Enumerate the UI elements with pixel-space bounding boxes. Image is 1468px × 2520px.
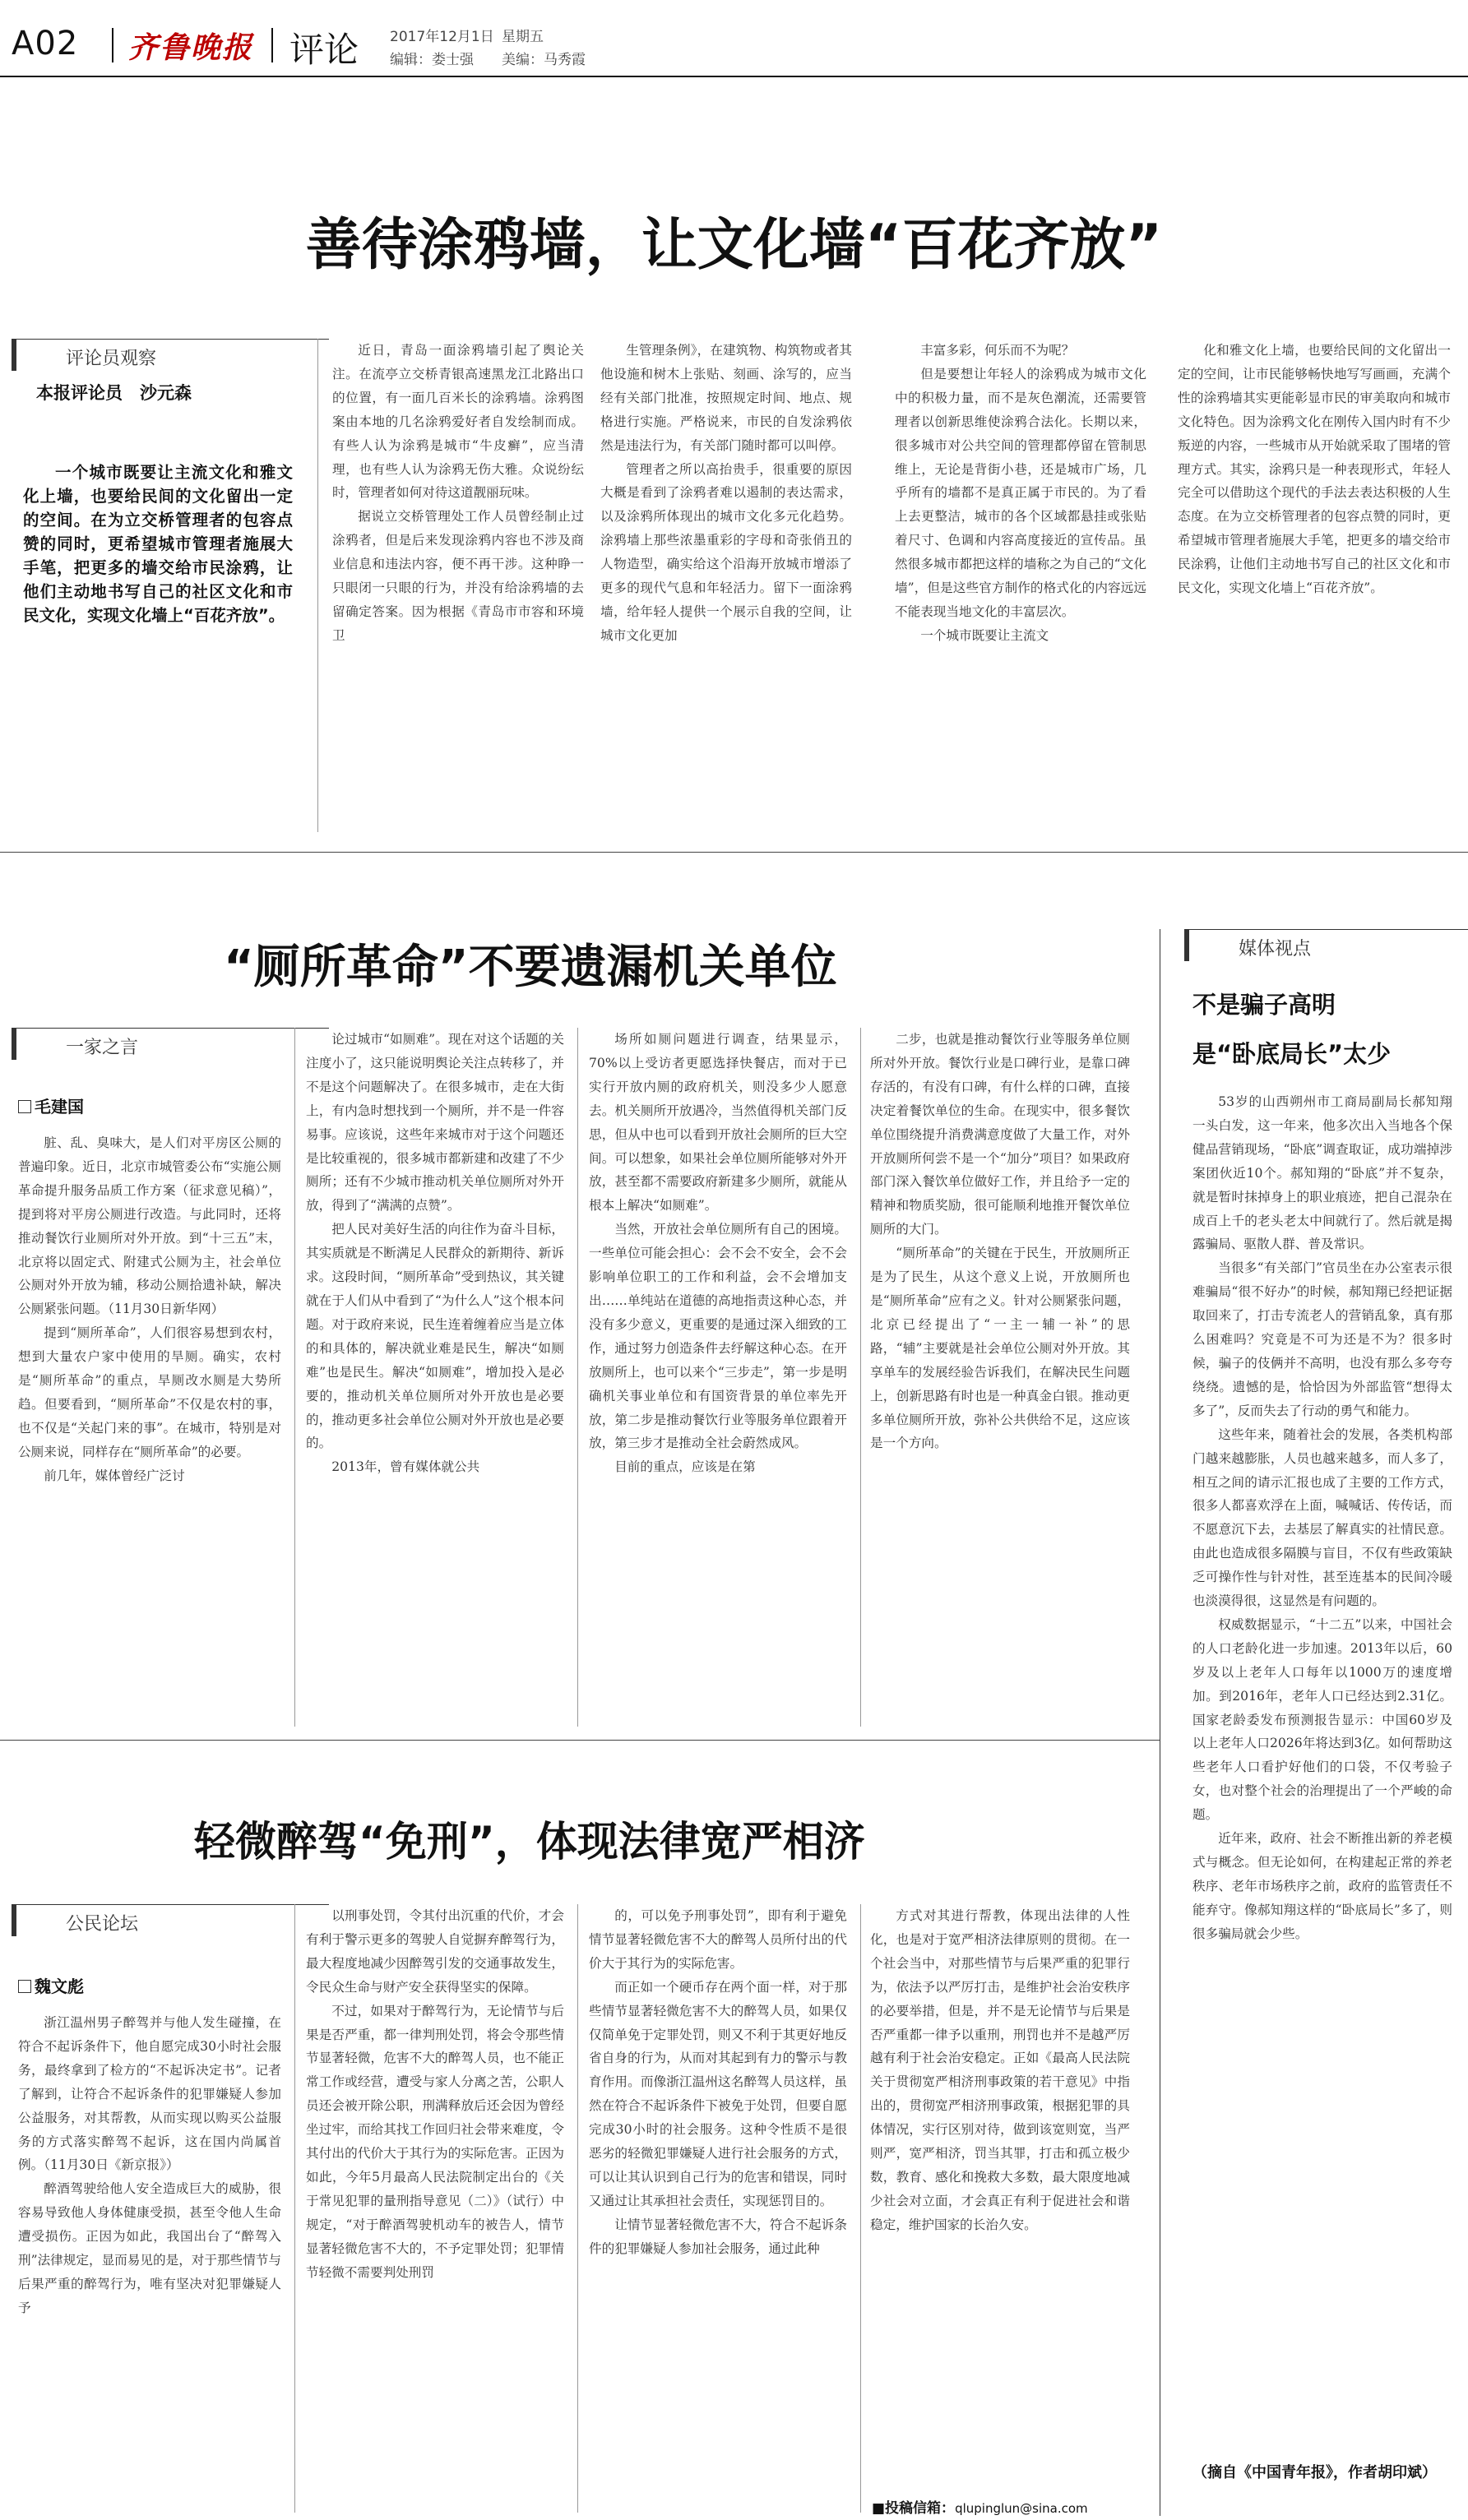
page-code: A02 — [12, 25, 79, 62]
submission-email[interactable]: qlupinglun@sina.com — [955, 2501, 1088, 2516]
article1-byline: 本报评论员 沙元森 — [36, 383, 192, 403]
article4-source: （摘自《中国青年报》，作者胡印斌） — [1192, 2464, 1437, 2481]
article1-lead: 一个城市既要让主流文化和雅文化上墙，也要给民间的文化留出一定的空间。在为立交桥管理者的包容点赞的同时，更希望城市管理者施展大手笔，把更多的墙交给市民涂鸦，让他们主动地书写自己的社区文化和市民文化，实现文化墙上“百花齐放”。 — [23, 463, 293, 625]
article2-column-2 — [306, 1028, 564, 1479]
article4-headline-line1: 不是骗子高明 — [1192, 991, 1336, 1019]
submission-label: ■投稿信箱： — [872, 2500, 956, 2517]
article1-column-2 — [600, 339, 852, 648]
article1-column-4-text: 化和雅文化上墙，也要给民间的文化留出一定的空间，让市民能够畅快地写写画画，充满个性的涂鸦墙其实更能彰显市民的审美取向和城市文化特色。因为涂鸦文化在刚传入国内时有不少叛逆的内容，一些城市从开始就采取了围堵的管理方式。其实，涂鸦只是一种表现形式，年轻人完全可以借助这个现代的手法去表达积极的人生态度。在为立交桥管理者的包容点赞的同时，更希望城市管理者施展大手笔，把更多的墙交给市民涂鸦，让他们主动地书写自己的社区文化和市民文化，实现文化墙上“百花齐放”。 — [1178, 343, 1451, 596]
article3-headline: 轻微醉驾“免刑”，体现法律宽严相济 — [194, 1818, 865, 1866]
article1-column-2-text: 生管理条例》，在建筑物、构筑物或者其他设施和树木上张贴、刻画、涂写的，应当经有关部门批准，按照规定时间、地点、规格进行实施。严格说来，市民的自发涂鸦依然是违法行为，有关部门随时都可以叫停。 管理者之所以高抬贵手，很重要的原因大概是看到了涂鸦者难以遏制的表达需求，以及涂鸦所体现出的城市文化多元化趋势。涂鸦墙上那些浓墨重彩的字母和奇张俏丑的人物造型，确实给这个沿海开放城市增添了更多的现代气息和年轻活力。留下一面涂鸦墙，给年轻人提供一个展示自我的空间，让城市文化更加 — [600, 343, 852, 643]
designer-credit: 美编：马秀霞 — [502, 52, 586, 68]
article3-byline: 魏文彪 — [18, 1973, 84, 1997]
article2-column-4-text: 二步，也就是推动餐饮行业等服务单位厕所对外开放。餐饮行业是口碑行业，是靠口碑存活的，有没有口碑，有什么样的口碑，直接决定着餐饮单位的生命。在现实中，很多餐饮单位围绕提升消费满意度做了大量工作，对外开放厕所何尝不是一个“加分”项目？如果政府部门深入餐饮单位做好工作，并且给予一定的精神和物质奖励，很可能顺利地推开餐饮单位厕所的大门。 “厕所革命”的关键在于民生，开放厕所正是为了民生，从这个意义上说，开放厕所也是“厕所革命”应有之义。针对公厕紧张问题，北京已经提出了“一主一辅一补”的思路，“辅”主要就是社会单位公厕对外开放。其享单车的发展经验告诉我们，在解决民生问题上，创新思路有时也是一种真金白银。推动更多单位厕所开放，弥补公共供给不足，这应该是一个方向。 — [870, 1032, 1130, 1451]
article2-column-3-text: 场所如厕问题进行调查，结果显示，70%以上受访者更愿选择快餐店，而对于已实行开放内厕的政府机关，则没多少人愿意去。机关厕所开放遇冷，当然值得机关部门反思，但从中也可以看到开放社会厕所的巨大空间。可以想象，如果社会单位厕所能够对外开放，甚至都不需要政府新建多少厕所，就能从根本上解决“如厕难”。 当然，开放社会单位厕所有自己的困境。一些单位可能会担心：会不会不安全，会不会影响单位职工的工作和利益，会不会增加支出……单纯站在道德的高地指责这种心态，并没有多少意义，更重要的是通过深入细致的工作，通过努力创造条件去纾解这种心态。在开放厕所上，也可以来个“三步走”，第一步是明确机关事业单位和有国资背景的单位率先开放，第二步是推动餐饮行业等服务单位跟着开放，第三步才是推动全社会蔚然成风。 目前的重点，应该是在第 — [589, 1032, 847, 1475]
article2-column-1 — [18, 1131, 281, 1488]
column-divider — [860, 1904, 861, 2513]
article2-column-tag: 一家之言 — [12, 1028, 329, 1060]
section-rule — [0, 852, 1468, 853]
article3-column-1-text: 浙江温州男子醉驾并与他人发生碰撞，在符合不起诉条件下，他自愿完成30小时社会服务，最终拿到了检方的“不起诉决定书”。记者了解到，让符合不起诉条件的犯罪嫌疑人参加公益服务，对其帮教，从而实现以购买公益服务的方式落实醉驾不起诉，这在国内尚属首例。（11月30日《新京报》） 醉酒驾驶给他人安全造成巨大的威胁，很容易导致他人身体健康受损，甚至令他人生命遭受损伤。正因为如此，我国出台了“醉驾入刑”法律规定，显而易见的是，对于那些情节与后果严重的醉驾行为，唯有坚决对犯罪嫌疑人予 — [18, 2015, 281, 2315]
article4-body — [1192, 1090, 1452, 1946]
header-rule — [0, 76, 1468, 77]
article3-column-2-text: 以刑事处罚，令其付出沉重的代价，才会有利于警示更多的驾驶人自觉摒弃醉驾行为，最大程度地减少因醉驾引发的交通事故发生，令民众生命与财产安全获得坚实的保障。 不过，如果对于醉驾行为，无论情节与后果是否严重，都一律判刑处罚，将会令那些情节显著轻微，危害不大的醉驾人员，也不能正常工作或经营，遭受与家人分离之苦，公职人员还会被开除公职，刑满释放后还会因为曾经坐过牢，而给其找工作回归社会带来难度，令其付出的代价大于其行为的实际危害。正因为如此，今年5月最高人民法院制定出台的《关于常见犯罪的量刑指导意见（二）》（试行）中规定，“对于醉酒驾驶机动车的被告人，情节显著轻微危害不大的，不予定罪处罚；犯罪情节轻微不需要判处刑罚 — [306, 1908, 564, 2280]
article1-column-3-text: 丰富多彩，何乐而不为呢？ 但是要想让年轻人的涂鸦成为城市文化中的积极力量，而不是灰色潮流，还需要管理者以创新思维使涂鸦合法化。长期以来，很多城市对公共空间的管理都停留在管制思维上，无论是背街小巷，还是城市广场，几乎所有的墙都不是真正属于市民的。为了看上去更整洁，城市的各个区域都悬挂或张贴着尺寸、色调和内容高度接近的宣传品。虽然很多城市都把这样的墙称之为自己的“文化墙”，但是这些官方制作的格式化的内容远远不能表现当地文化的丰富层次。 一个城市既要让主流文 — [895, 343, 1146, 643]
article2-column-2-text: 论过城市“如厕难”。现在对这个话题的关注度小了，这只能说明舆论关注点转移了，并不是这个问题解决了。在很多城市，走在大街上，有内急时想找到一个厕所，并不是一件容易事。应该说，这些年来城市对于这个问题还是比较重视的，很多城市都新建和改建了不少厕所；还有不少城市推动机关单位厕所对外开放，得到了“满满的点赞”。 把人民对美好生活的向往作为奋斗目标，其实质就是不断满足人民群众的新期待、新诉求。这段时间，“厕所革命”受到热议，其关键就在于人们从中看到了“为什么人”这个根本问题。对于政府来说，民生连着缠着应当是立体的和具体的，解决就业难是民生，解决“如厕难”也是民生。解决“如厕难”，增加投入是必要的，推动机关单位厕所对外开放也是必要的，推动更多社会单位公厕对外开放也是必要的。 2013年，曾有媒体就公共 — [306, 1032, 564, 1475]
article1-column-1-text: 近日，青岛一面涂鸦墙引起了舆论关注。在流亭立交桥青银高速黑龙江北路出口的位置，有一面几百米长的涂鸦墙。涂鸦图案由本地的几名涂鸦爱好者自发绘制而成。有些人认为涂鸦是城市“牛皮癣”，应当清理，也有些人认为涂鸦无伤大雅。众说纷纭时，管理者如何对待这道靓丽玩味。 据说立交桥管理处工作人员曾经制止过涂鸦者，但是后来发现涂鸦内容也不涉及商业信息和违法内容，便不再干涉。这种睁一只眼闭一只眼的行为，并没有给涂鸦墙的去留确定答案。因为根据《青岛市市容和环境卫 — [332, 343, 584, 643]
article3-column-4 — [870, 1904, 1130, 2237]
article3-column-2 — [306, 1904, 564, 2285]
editor-credit: 编辑：娄士强 — [390, 52, 474, 68]
header-divider — [271, 28, 273, 62]
section-title: 评论 — [289, 30, 359, 70]
article1-column-4 — [1178, 339, 1451, 600]
article3-column-3-text: 的，可以免予刑事处罚”，即有利于避免情节显著轻微危害不大的醉驾人员所付出的代价大于其行为的实际危害。 而正如一个硬币存在两个面一样，对于那些情节显著轻微危害不大的醉驾人员，如果仅仅简单免于定罪处罚，则又不利于其更好地反省自身的行为，从而对其起到有力的警示与教育作用。而像浙江温州这名醉驾人员这样，虽然在符合不起诉条件下被免于处罚，但要自愿完成30小时的社会服务。这种令性质不是很恶劣的轻微犯罪嫌疑人进行社会服务的方式，可以让其认识到自己行为的危害和错误，同时又通过让其承担社会责任，实现惩罚目的。 让情节显著轻微危害不大，符合不起诉条件的犯罪嫌疑人参加社会服务，通过此种 — [589, 1908, 847, 2256]
column-divider — [577, 1904, 578, 2513]
article1-column-tag: 评论员观察 — [12, 339, 329, 371]
article1-headline: 善待涂鸦墙，让文化墙“百花齐放” — [305, 213, 1163, 278]
article3-column-4-text: 方式对其进行帮教，体现出法律的人性化，也是对于宽严相济法律原则的贯彻。在一个社会当中，对那些情节与后果严重的犯罪行为，依法予以严厉打击，是维护社会治安秩序的必要举措，但是，并不是无论情节与后果是否严重都一律予以重刑，刑罚也并不是越严厉越有利于社会治安稳定。正如《最高人民法院关于贯彻宽严相济刑事政策的若干意见》中指出的，贯彻宽严相济刑事政策，根据犯罪的具体情况，实行区别对待，做到该宽则宽，当严则严，宽严相济，罚当其罪，打击和孤立极少数，教育、感化和挽救大多数，最大限度地减少社会对立面，才会真正有利于促进社会和谐稳定，维护国家的长治久安。 — [870, 1908, 1130, 2232]
column-divider — [294, 1904, 295, 2513]
issue-weekday: 星期五 — [502, 29, 544, 45]
article4-headline-line2: 是“卧底局长”太少 — [1192, 1040, 1392, 1068]
article2-column-3 — [589, 1028, 847, 1479]
page-header — [0, 0, 1468, 82]
submission-mailbox — [872, 2496, 1088, 2517]
article4-column-tag: 媒体视点 — [1184, 929, 1468, 961]
article3-column-3 — [589, 1904, 847, 2261]
header-divider — [112, 28, 113, 62]
article2-headline: “厕所革命”不要遗漏机关单位 — [224, 941, 837, 994]
issue-date: 2017年12月1日 — [390, 29, 494, 45]
article1-column-3 — [895, 339, 1146, 648]
article2-byline: 毛建国 — [18, 1094, 84, 1117]
article1-column-1 — [332, 339, 584, 648]
article2-column-1-text: 脏、乱、臭味大，是人们对平房区公厕的普遍印象。近日，北京市城管委公布“实施公厕革命提升服务品质工作方案（征求意见稿）”，提到将对平房公厕进行改造。与此同时，还将推动餐饮行业厕所对外开放。到“十三五”末，北京将以固定式、附建式公厕为主，社会单位公厕对外开放为辅，移动公厕拾遗补缺，解决公厕紧张问题。（11月30日新华网） 提到“厕所革命”，人们很容易想到农村，想到大量农户家中使用的旱厕。确实，农村是“厕所革命”的重点，旱厕改水厕是大势所趋。但要看到，“厕所革命”不仅是农村的事，也不仅是“关起门来的事”。在城市，特别是对公厕来说，同样存在“厕所革命”的必要。 前几年，媒体曾经广泛讨 — [18, 1135, 281, 1483]
article4-body-text: 53岁的山西朔州市工商局副局长郝知翔一头白发，这一年来，他多次出入当地各个保健品营销现场，“卧底”调查取证，成功端掉涉案团伙近10个。郝知翔的“卧底”并不复杂，就是暂时抹掉身上的职业痕迹，把自己混杂在成百上千的老头老太中间就行了。然后就是揭露骗局、驱散人群、普及常识。 当很多“有关部门”官员坐在办公室表示很难骗局“很不好办”的时候，郝知翔已经把证据取回来了，打击专流老人的营销乱象，真有那么困难吗？究竟是不可为还是不为？很多时候，骗子的伎俩并不高明，也没有那么多夸夸绕绕。遗憾的是，恰恰因为外部监管“想得太多了”，反而失去了行动的勇气和能力。 这些年来，随着社会的发展，各类机构部门越来越膨胀，人员也越来越多，而人多了，相互之间的请示汇报也成了主要的工作方式，很多人都喜欢浮在上面，喊喊话、传传话，而不愿意沉下去，去基层了解真实的社情民意。由此也造成很多隔膜与盲目，不仅有些政策缺乏可操作性与针对性，甚至连基本的民间冷暖也淡漠得很，这显然是有问题的。 权威数据显示，“十二五”以来，中国社会的人口老龄化进一步加速。2013年以后，60岁及以上老年人口每年以1000万的速度增加。到2016年，老年人口已经达到2.31亿。国家老龄委发布预测报告显示：中国60岁及以上老年人口2026年将达到3亿。如何帮助这些老年人口看护好他们的口袋，不仅考验子女，也对整个社会的治理提出了一个严峻的命题。 近年来，政府、社会不断推出新的养老模式与概念。但无论如何，在构建起正常的养老秩序、老年市场秩序之前，政府的监管责任不能弃守。像郝知翔这样的“卧底局长”多了，则很多骗局就会少些。 — [1192, 1094, 1452, 1941]
paper-logo: 齐鲁晚报 — [128, 30, 254, 65]
column-divider — [317, 339, 318, 832]
article2-column-4 — [870, 1028, 1130, 1455]
column-divider — [294, 1028, 295, 1727]
article3-column-tag: 公民论坛 — [12, 1904, 329, 1936]
section-rule — [0, 1740, 1160, 1741]
column-divider — [577, 1028, 578, 1727]
article3-column-1 — [18, 2011, 281, 2320]
column-divider — [860, 1028, 861, 1727]
